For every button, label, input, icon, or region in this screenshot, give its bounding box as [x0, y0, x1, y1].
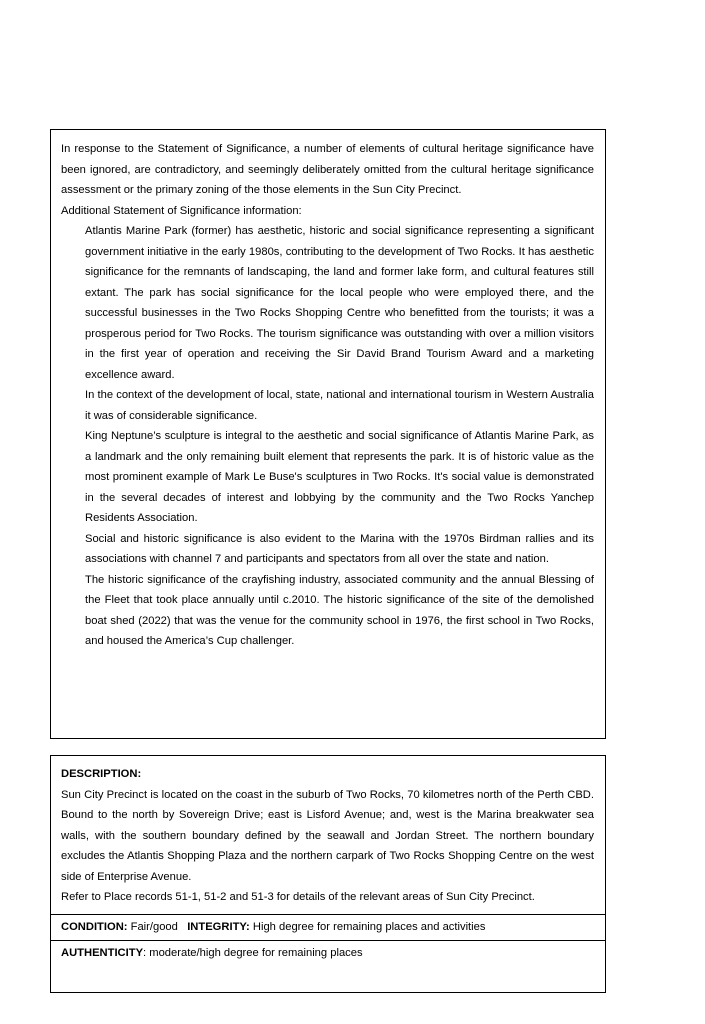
condition-label: CONDITION: [61, 920, 128, 933]
description-heading: DESCRIPTION: [61, 768, 142, 780]
statement-of-significance-box [50, 129, 606, 739]
significance-paragraph-tourism-context: In the context of the development of local, state, national and international tourism in Western Australia it was of considerable significance. [85, 389, 594, 422]
significance-paragraph-atlantis-marine-park: Atlantis Marine Park (former) has aesthetic, historic and social significance representing a significant government initiative in the early 1980s, contributing to the development of Two Rocks. It has aesthetic significance for the remnants of landscaping, the land and former lake form, and cultural features still extant. The park has social significance for the local people who were employed there, and the successful businesses in the Two Rocks Shopping Centre who benefitted from the tourists; it was a prosperous period for Two Rocks. The tourism significance was outstanding with over a million visitors in the first year of operation and receiving the Sir David Brand Tourism Award and a marketing excellence award. [85, 225, 594, 381]
description-main-section [51, 756, 605, 914]
significance-paragraph-crayfishing: The historic significance of the crayfishing industry, associated community and the annual Blessing of the Fleet that took place annually until c.2010. The historic significance of the site of the demolished boat shed (2022) that was the venue for the community school in 1976, the first school in Two Rocks, and housed the America’s Cup challenger. [85, 573, 594, 647]
integrity-label: INTEGRITY: [187, 920, 250, 933]
significance-paragraph-marina-birdman: Social and historic significance is also evident to the Marina with the 1970s Birdman rallies and its associations with channel 7 and participants and spectators from all over the state and nation. [85, 532, 594, 565]
description-body-paragraph: Sun City Precinct is located on the coast in the suburb of Two Rocks, 70 kilometres north of the Perth CBD. Bound to the north by Sovereign Drive; east is Lisford Avenue; and, west is the Marina breakwater sea walls, with the southern boundary defined by the seawall and Jordan Street. The northern boundary excludes the Atlantis Shopping Plaza and the northern carpark of Two Rocks Shopping Centre on the west side of Enterprise Avenue. [61, 788, 594, 883]
significance-intro-paragraph: In response to the Statement of Significance, a number of elements of cultural heritage significance have been ignored, are contradictory, and seemingly deliberately omitted from the cultural heritage significance assessment or the primary zoning of the those elements in the Sun City Precinct. [61, 143, 594, 196]
additional-statement-subheading: Additional Statement of Significance information: [61, 204, 302, 217]
condition-value: Fair/good [130, 920, 178, 933]
significance-paragraph-king-neptune: King Neptune’s sculpture is integral to the aesthetic and social significance of Atlantis Marine Park, as a landmark and the only remaining built element that represents the park. It is of historic value as the most prominent example of Mark Le Buse's sculptures in Two Rocks. It's social value is demonstrated in the several decades of interest and lobbying by the community and the Two Rocks Yanchep Residents Association. [85, 430, 594, 524]
description-box [50, 755, 606, 993]
authenticity-label: AUTHENTICITY [61, 946, 144, 959]
authenticity-value: : moderate/high degree for remaining places [143, 946, 363, 959]
integrity-value: High degree for remaining places and activities [252, 920, 486, 933]
authenticity-row [51, 941, 605, 966]
condition-integrity-row [51, 915, 605, 940]
description-refer-paragraph: Refer to Place records 51-1, 51-2 and 51-3 for details of the relevant areas of Sun City Precinct. [61, 891, 535, 903]
